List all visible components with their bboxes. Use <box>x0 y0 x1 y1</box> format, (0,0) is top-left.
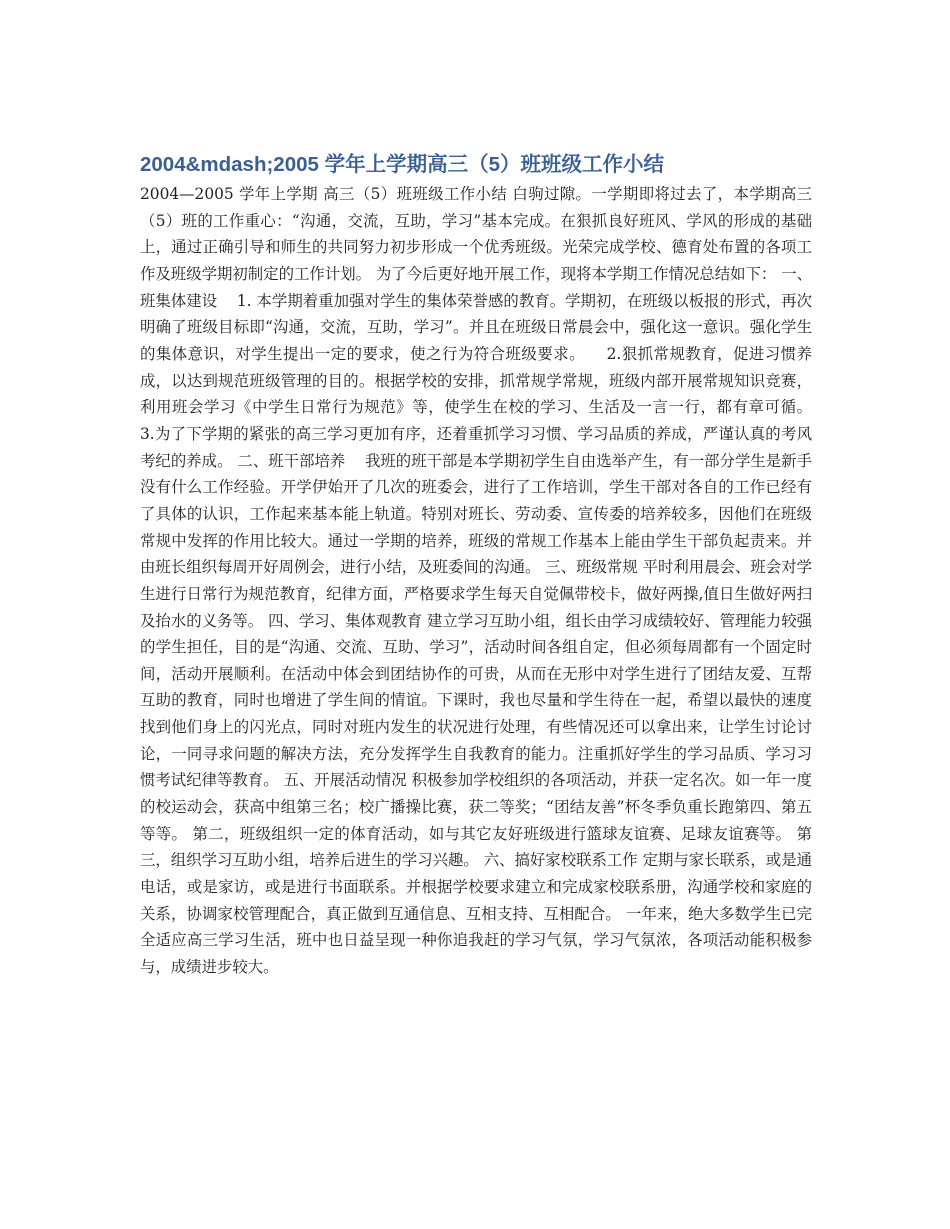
document-body-text: 2004—2005 学年上学期 高三（5）班班级工作小结 白驹过隙。一学期即将过去了，本学期高三（5）班的工作重心：“沟通，交流，互助，学习”基本完成。在狠抓良好班风、学风的形成的基础上，通过正确引导和师生的共同努力初步形成一个优秀班级。光荣完成学校、德育处布置的各项工作及班级学期初制定的工作计划。 为了今后更好地开展工作，现将本学期工作情况总结如下： 一、班集体建设 1. 本学期着重加强对学生的集体荣誉感的教育。学期初，在班级以板报的形式，再次明确了班级目标即“沟通，交流，互助，学习”。并且在班级日常晨会中，强化这一意识。强化学生的集体意识，对学生提出一定的要求，使之行为符合班级要求。 2.狠抓常规教育，促进习惯养成，以达到规范班级管理的目的。根据学校的安排，抓常规学常规，班级内部开展常规知识竞赛，利用班会学习《中学生日常行为规范》等，使学生在校的学习、生活及一言一行，都有章可循。 3.为了下学期的紧张的高三学习更加有序，还着重抓学习习惯、学习品质的养成，严谨认真的考风考纪的养成。 二、班干部培养 我班的班干部是本学期初学生自由选举产生，有一部分学生是新手没有什么工作经验。开学伊始开了几次的班委会，进行了工作培训，学生干部对各自的工作已经有了具体的认识，工作起来基本能上轨道。特别对班长、劳动委、宣传委的培养较多，因他们在班级常规中发挥的作用比较大。通过一学期的培养，班级的常规工作基本上能由学生干部负起责来。并由班长组织每周开好周例会，进行小结，及班委间的沟通。 三、班级常规 平时利用晨会、班会对学生进行日常行为规范教育，纪律方面，严格要求学生每天自觉佩带校卡，做好两操,值日生做好两扫及抬水的义务等。 四、学习、集体观教育 建立学习互助小组，组长由学习成绩较好、管理能力较强的学生担任，目的是“沟通、交流、互助、学习”，活动时间各组自定，但必须每周都有一个固定时间，活动开展顺利。在活动中体会到团结协作的可贵，从而在无形中对学生进行了团结友爱、互帮互助的教育，同时也增进了学生间的情谊。下课时，我也尽量和学生待在一起，希望以最快的速度找到他们身上的闪光点，同时对班内发生的状况进行处理，有些情况还可以拿出来，让学生讨论讨论，一同寻求问题的解决方法，充分发挥学生自我教育的能力。注重抓好学生的学习品质、学习习惯考试纪律等教育。 五、开展活动情况 积极参加学校组织的各项活动，并获一定名次。如一年一度的校运动会，获高中组第三名；校广播操比赛，获二等奖；“团结友善”杯冬季负重长跑第四、第五等等。 第二，班级组织一定的体育活动，如与其它友好班级进行篮球友谊赛、足球友谊赛等。 第三，组织学习互助小组，培养后进生的学习兴趣。 六、搞好家校联系工作 定期与家长联系，或是通电话，或是家访，或是进行书面联系。并根据学校要求建立和完成家校联系册，沟通学校和家庭的关系，协调家校管理配合，真正做到互通信息、互相支持、互相配合。 一年来，绝大多数学生已完全适应高三学习生活，班中也日益呈现一种你追我赶的学习气氛，学习气氛浓，各项活动能积极参与，成绩进步较大。 <box>140 185 832 977</box>
document-title: 2004&mdash;2005 学年上学期高三（5）班班级工作小结 <box>140 153 665 176</box>
